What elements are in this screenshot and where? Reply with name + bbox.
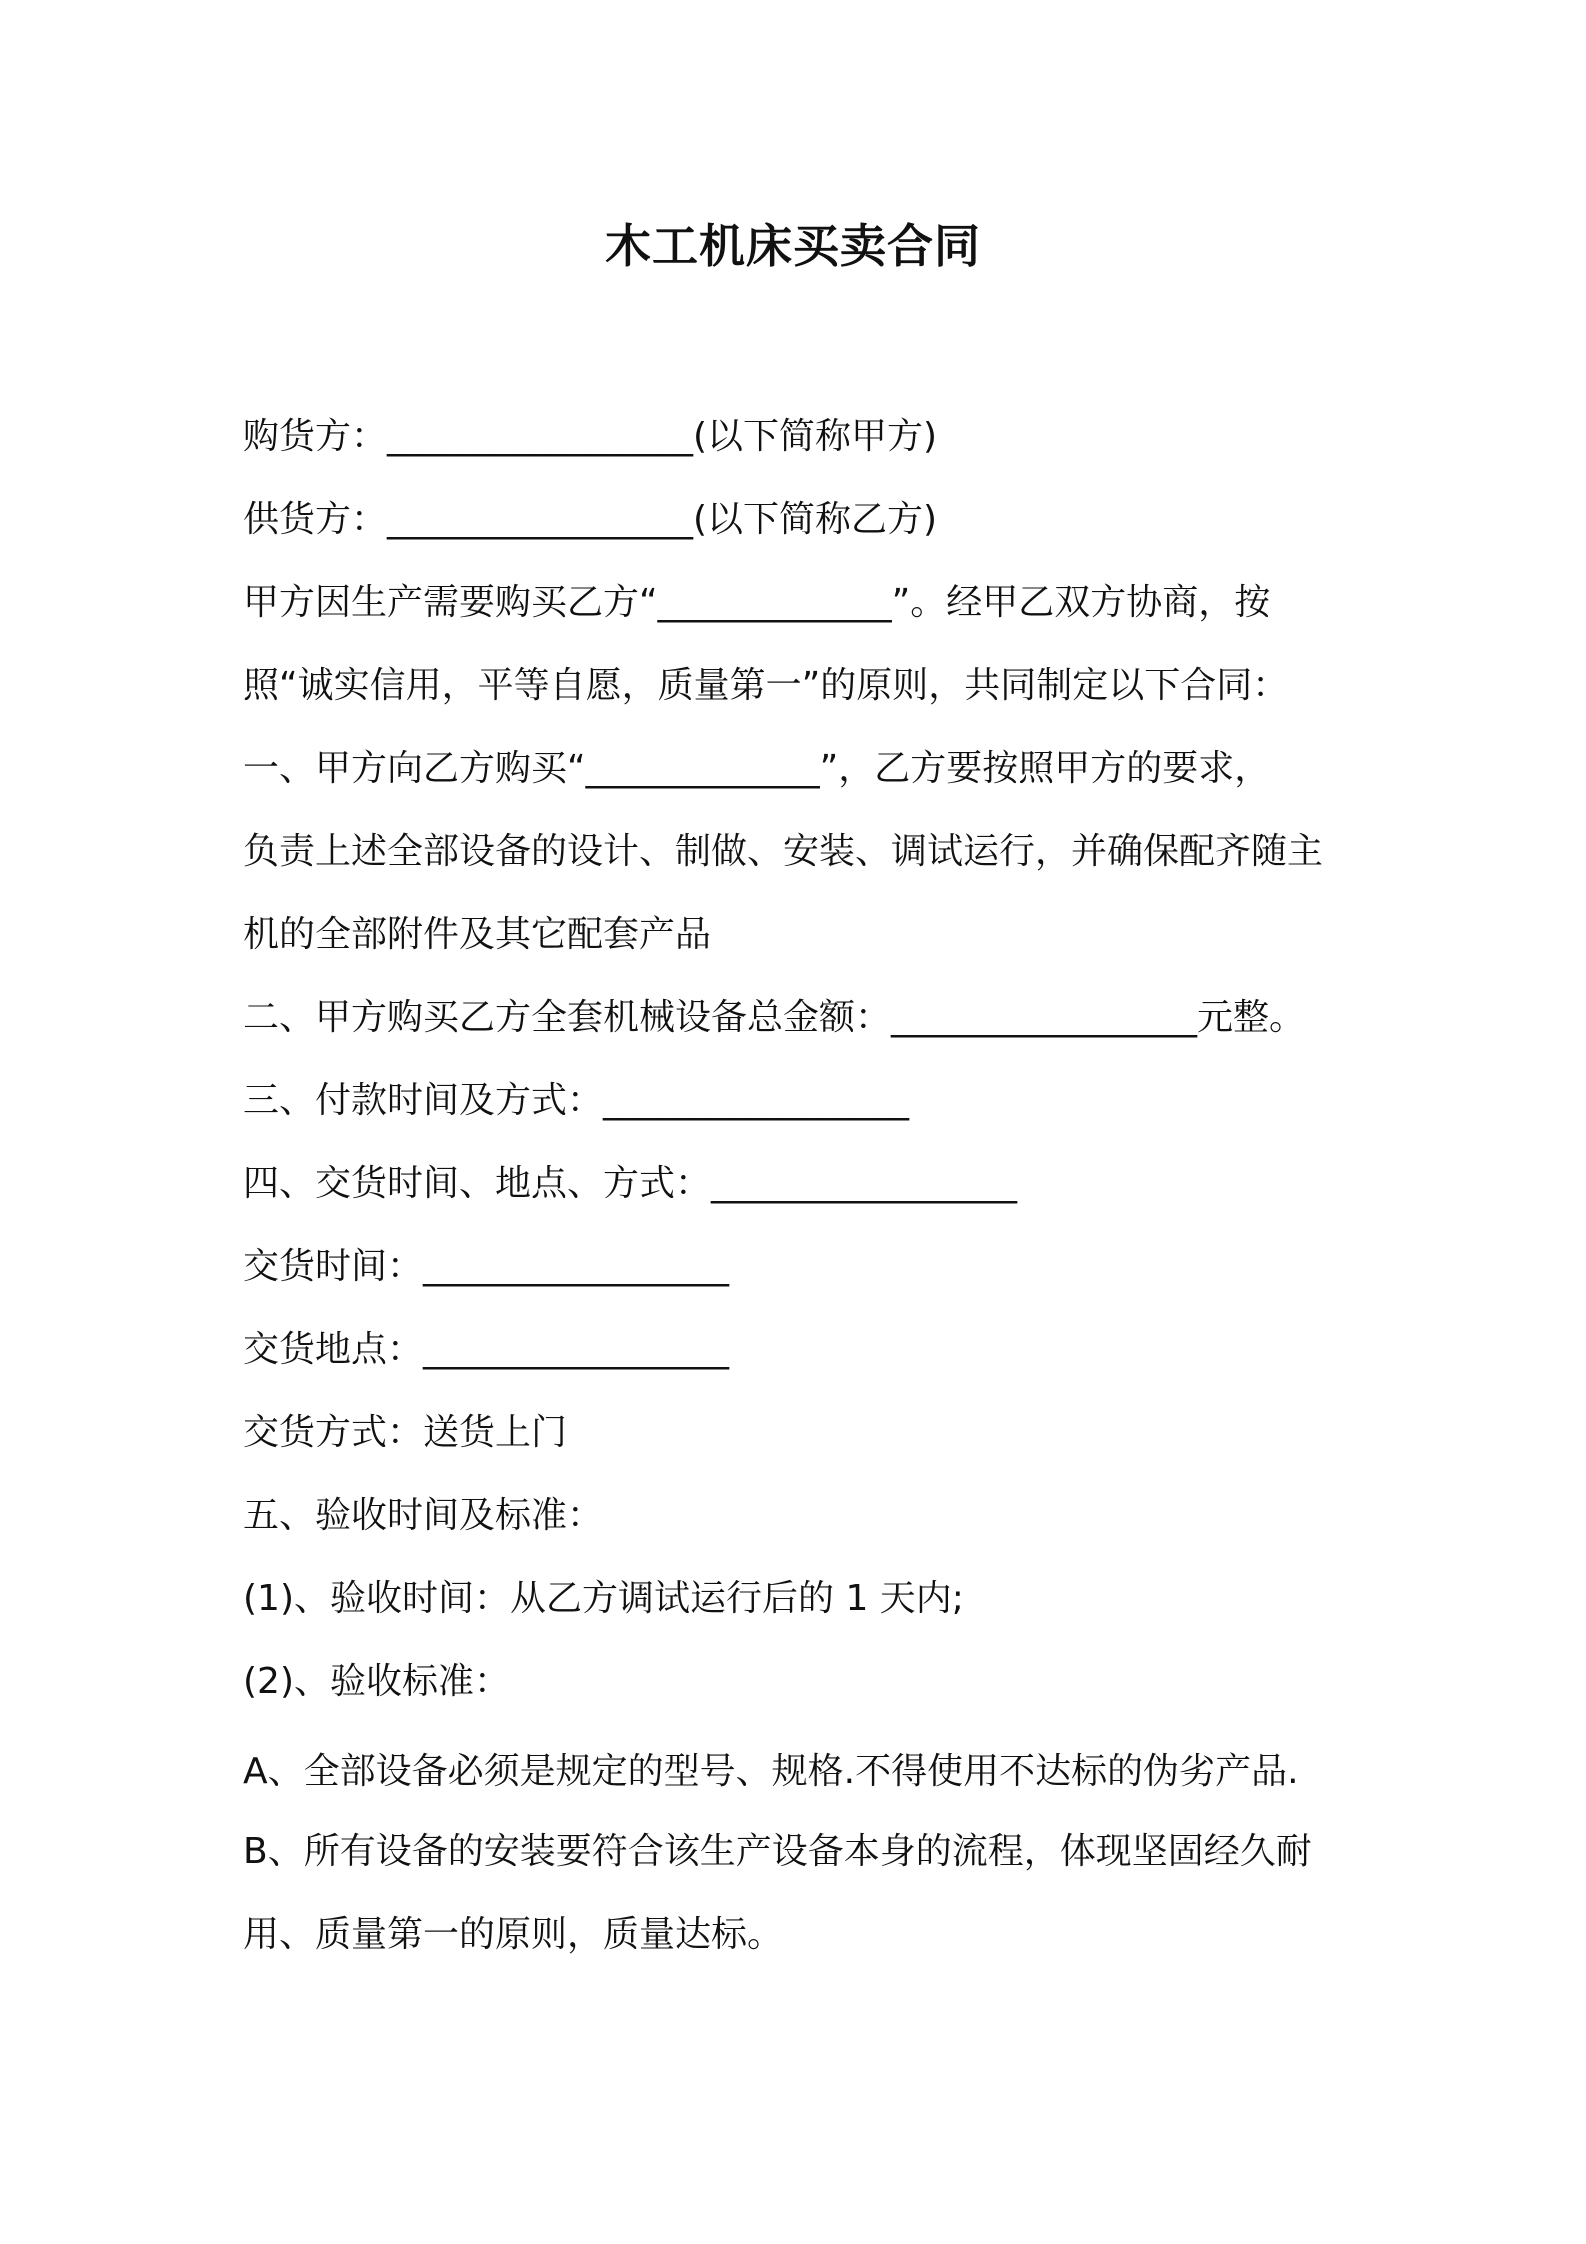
standard-b-line-2: 用、质量第一的原则，质量达标。 — [243, 1914, 784, 1955]
acceptance-time-line: (1)、验收时间：从乙方调试运行后的 1 天内; — [243, 1578, 964, 1619]
preamble-line-2: 照“诚实信用，平等自愿，质量第一”的原则，共同制定以下合同： — [243, 665, 1289, 706]
delivery-method-line: 交货方式：送货上门 — [243, 1412, 568, 1453]
clause-1-line-1: 一、甲方向乙方购买“_____________”，乙方要按照甲方的要求， — [243, 748, 1271, 789]
standard-a-line: A、全部设备必须是规定的型号、规格.不得使用不达标的伪劣产品. — [243, 1751, 1299, 1792]
clause-5-line: 五、验收时间及标准： — [243, 1495, 604, 1536]
document-title: 木工机床买卖合同 — [605, 219, 981, 273]
clause-4-line: 四、交货时间、地点、方式：_________________ — [243, 1163, 1018, 1204]
preamble-line-1: 甲方因生产需要购买乙方“_____________”。经甲乙双方协商，按 — [243, 582, 1271, 623]
clause-1-line-3: 机的全部附件及其它配套产品 — [243, 914, 712, 955]
delivery-place-line: 交货地点：_________________ — [243, 1329, 730, 1370]
delivery-time-line: 交货时间：_________________ — [243, 1246, 730, 1287]
supplier-line: 供货方：_________________(以下简称乙方) — [243, 499, 938, 540]
acceptance-standard-line: (2)、验收标准： — [243, 1661, 510, 1702]
clause-2-line: 二、甲方购买乙方全套机械设备总金额：_________________元整。 — [243, 997, 1306, 1038]
standard-b-line-1: B、所有设备的安装要符合该生产设备本身的流程，体现坚固经久耐 — [243, 1831, 1312, 1872]
clause-1-line-2: 负责上述全部设备的设计、制做、安装、调试运行，并确保配齐随主 — [243, 831, 1324, 872]
clause-3-line: 三、付款时间及方式：_________________ — [243, 1080, 910, 1121]
buyer-line: 购货方：_________________(以下简称甲方) — [243, 416, 938, 457]
